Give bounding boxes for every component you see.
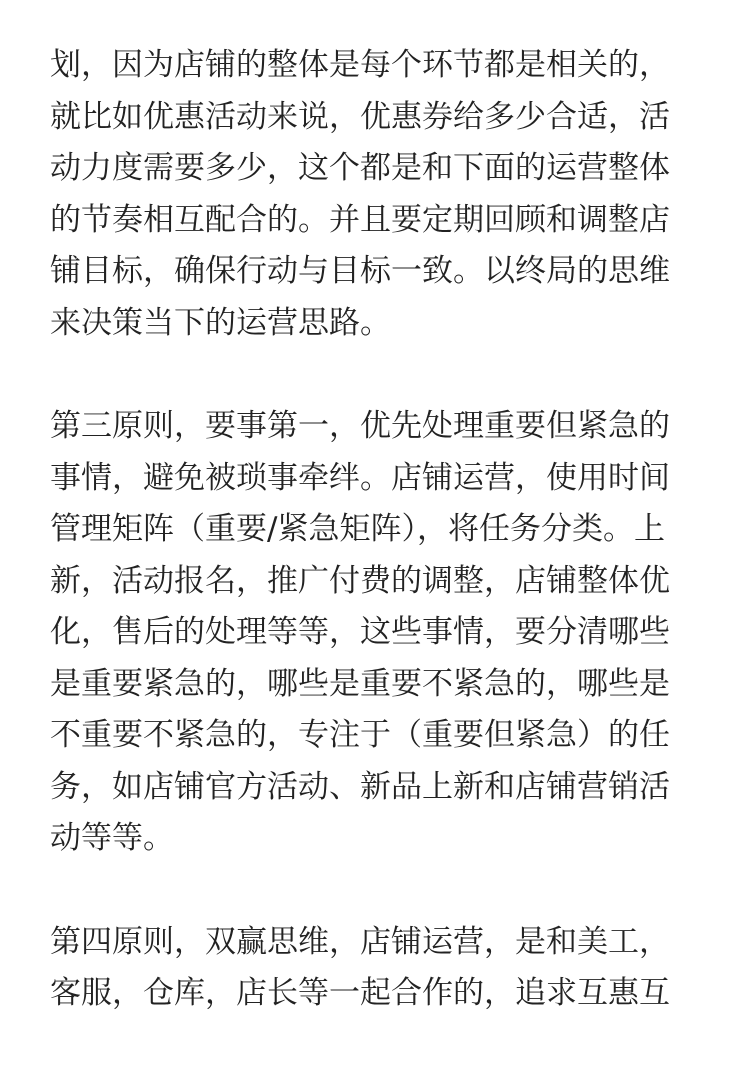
text-line: 第三原则，要事第一，优先处理重要但紧急的	[50, 408, 670, 444]
text-line: 动等等。	[50, 820, 174, 856]
text-line: 来决策当下的运营思路。	[50, 304, 391, 341]
text-line: 划，因为店铺的整体是每个环节都是相关的，	[50, 47, 670, 83]
text-line: 不重要不紧急的，专注于（重要但紧急）的任	[50, 717, 670, 753]
text-line: 动力度需要多少，这个都是和下面的运营整体	[50, 150, 670, 186]
text-line: 新，活动报名，推广付费的调整，店铺整体优	[50, 562, 670, 599]
text-line: 是重要紧急的，哪些是重要不紧急的，哪些是	[50, 665, 670, 702]
article-body	[50, 40, 710, 1072]
paragraph-principle-four	[50, 917, 710, 1020]
text-line: 的节奏相互配合的。并且要定期回顾和调整店	[50, 201, 670, 238]
text-line: 就比如优惠活动来说，优惠券给多少合适，活	[50, 98, 670, 135]
text-line: 化，售后的处理等等，这些事情，要分清哪些	[50, 614, 670, 650]
text-line: 铺目标，确保行动与目标一致。以终局的思维	[50, 253, 670, 289]
paragraph-planning	[50, 40, 710, 349]
text-line: 客服，仓库，店长等一起合作的，追求互惠互	[50, 975, 670, 1011]
text-line: 管理矩阵（重要/紧急矩阵），将任务分类。上	[50, 511, 665, 547]
text-line: 第四原则，双赢思维，店铺运营，是和美工，	[50, 923, 670, 960]
text-line: 事情，避免被琐事牵绊。店铺运营，使用时间	[50, 459, 670, 496]
text-line: 务，如店铺官方活动、新品上新和店铺营销活	[50, 768, 670, 805]
paragraph-principle-three	[50, 401, 710, 865]
